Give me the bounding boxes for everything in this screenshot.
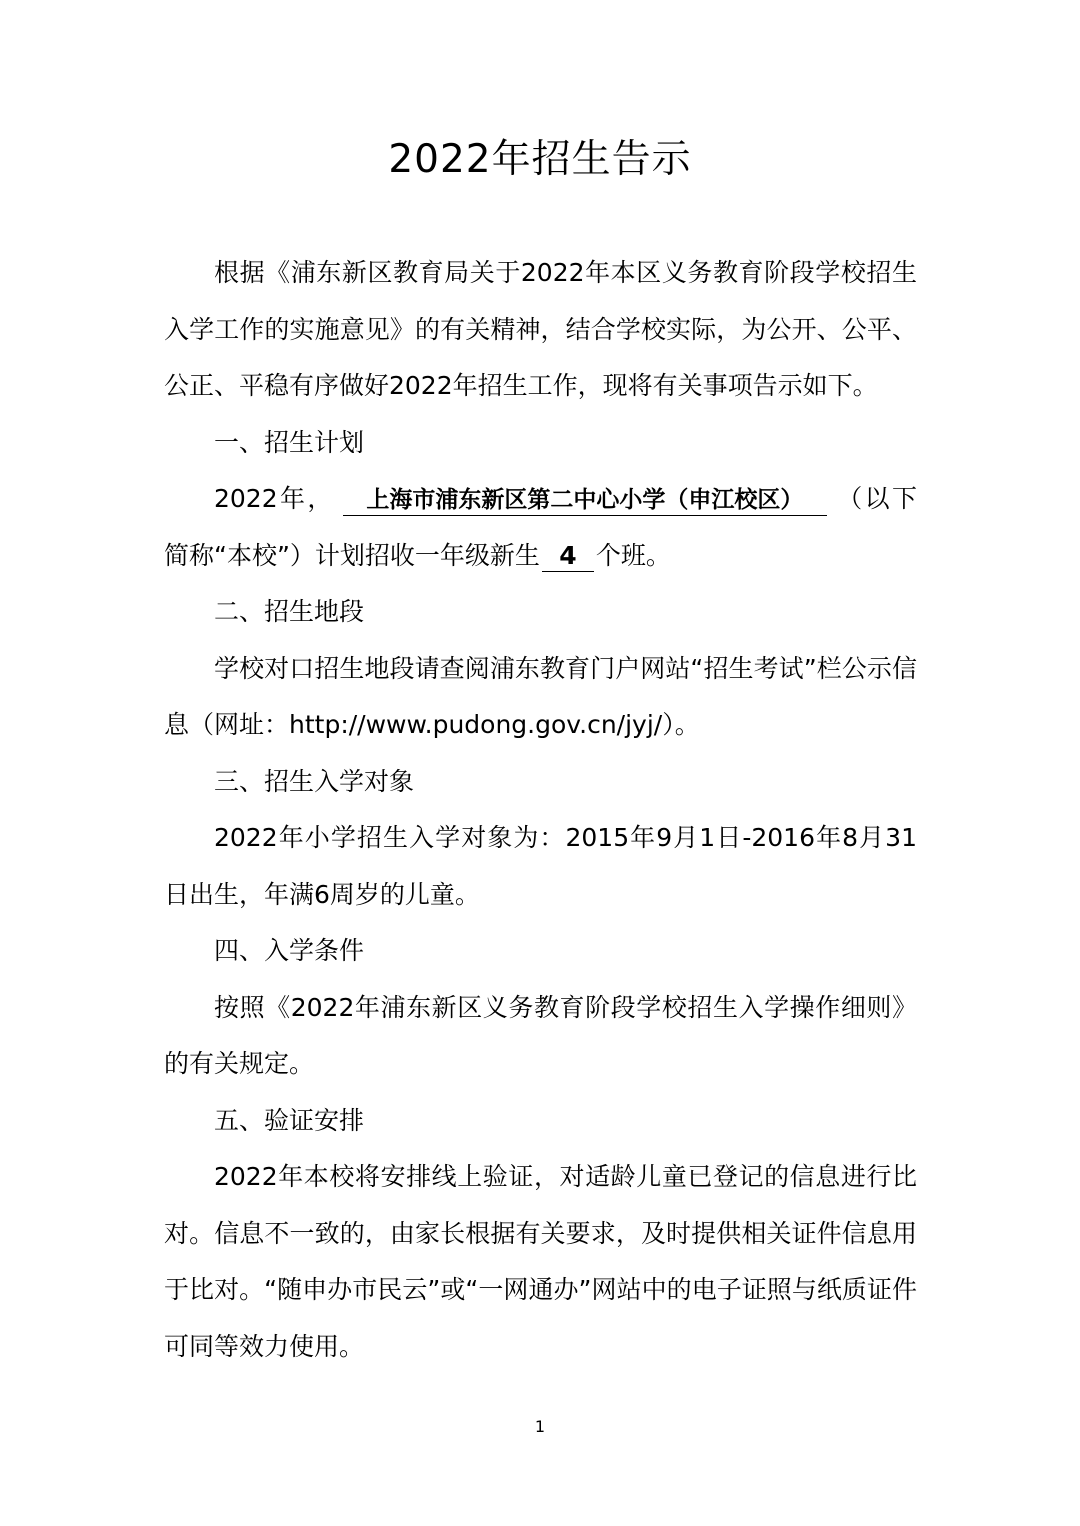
plan-text-after: 个班。	[595, 540, 671, 570]
document-body	[164, 245, 917, 1375]
section-heading-conditions: 四、入学条件	[214, 936, 365, 965]
class-count-field: 4	[542, 541, 594, 572]
conditions-paragraph: 按照《2022年浦东新区义务教育阶段学校招生入学操作细则》的有关规定。	[164, 992, 917, 1078]
page-number: 1	[534, 1417, 546, 1436]
plan-paragraph	[164, 471, 917, 584]
section-heading-district: 二、招生地段	[214, 597, 365, 626]
section-heading-target: 三、招生入学对象	[214, 766, 415, 796]
school-name-field: 上海市浦东新区第二中心小学（申江校区）	[343, 485, 827, 516]
district-paragraph: 学校对口招生地段请查阅浦东教育门户网站“招生考试”栏公示信息（网址：http://www.pudong.gov.cn/jyj/）。	[164, 653, 917, 739]
target-paragraph: 2022年小学招生入学对象为：2015年9月1日-2016年8月31日出生，年满6周岁的儿童。	[164, 823, 917, 909]
intro-paragraph: 根据《浦东新区教育局关于2022年本区义务教育阶段学校招生入学工作的实施意见》的有关精神，结合学校实际，为公开、公平、公正、平稳有序做好2022年招生工作，现将有关事项告示如下。	[164, 258, 917, 400]
verification-paragraph: 2022年本校将安排线上验证，对适龄儿童已登记的信息进行比对。信息不一致的，由家长根据有关要求，及时提供相关证件信息用于比对。“随申办市民云”或“一网通办”网站中的电子证照与纸质证件可同等效力使用。	[164, 1162, 917, 1361]
section-heading-plan: 一、招生计划	[214, 427, 365, 457]
plan-text-before: 2022年，	[214, 484, 335, 513]
plan-text-middle: （以下简称“本校”）计划招收一年级新生	[164, 484, 917, 570]
section-heading-verification: 五、验证安排	[214, 1105, 365, 1135]
document-title: 2022年招生告示	[388, 137, 692, 182]
